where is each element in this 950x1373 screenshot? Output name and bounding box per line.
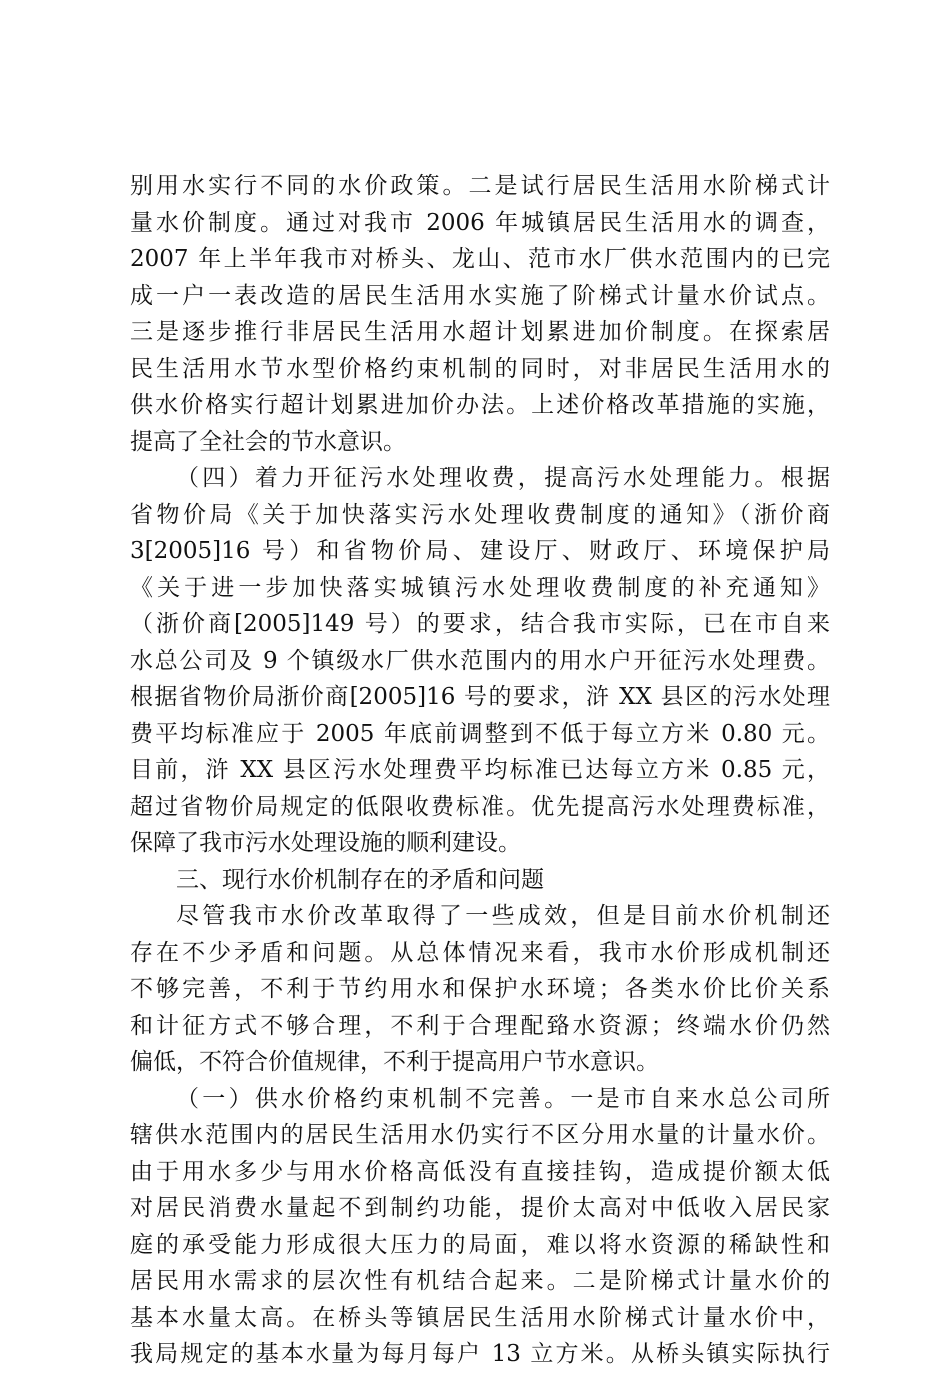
text-line: 和计征方式不够合理，不利于合理配臵水资源；终端水价仍然 <box>130 1012 830 1039</box>
text-line: 提高了全社会的节水意识。 <box>130 428 406 455</box>
text-line: 偏低，不符合价值规律，不利于提高用户节水意识。 <box>130 1049 659 1075</box>
text-line: 我局规定的基本水量为每月每户 13 立方米。从桥头镇实际执行 <box>130 1341 830 1367</box>
text-line: 不够完善，不利于节约用水和保护水环境；各类水价比价关系 <box>130 976 830 1002</box>
text-line: 超过省物价局规定的低限收费标准。优先提高污水处理费标准， <box>130 793 830 820</box>
text-line: 三、现行水价机制存在的矛盾和问题 <box>176 866 544 893</box>
text-line: 供水价格实行超计划累进加价办法。上述价格改革措施的实施， <box>130 392 830 418</box>
text-line: （一）供水价格约束机制不完善。一是市自来水总公司所 <box>176 1085 830 1112</box>
text-line: 存在不少矛盾和问题。从总体情况来看，我市水价形成机制还 <box>130 939 830 966</box>
text-line: 对居民消费水量起不到制约功能，提价太高对中低收入居民家 <box>130 1195 830 1221</box>
text-line: 别用水实行不同的水价政策。二是试行居民生活用水阶梯式计 <box>130 173 830 199</box>
text-line: （浙价商[2005]149 号）的要求，结合我市实际，已在市自来 <box>130 611 830 637</box>
text-line: 《关于进一步加快落实城镇污水处理收费制度的补充通知》 <box>130 574 830 601</box>
text-line: 保障了我市污水处理设施的顺利建设。 <box>130 830 521 856</box>
document-body <box>130 168 830 1373</box>
text-line: 民生活用水节水型价格约束机制的同时，对非居民生活用水的 <box>130 355 830 382</box>
text-line: 基本水量太高。在桥头等镇居民生活用水阶梯式计量水价中， <box>130 1304 830 1331</box>
text-line: 3[2005]16 号）和省物价局、建设厅、财政厅、环境保护局 <box>130 538 830 564</box>
text-line: 目前，浒 XX 县区污水处理费平均标准已达每立方米 0.85 元， <box>130 757 831 783</box>
text-line: 辖供水范围内的居民生活用水仍实行不区分用水量的计量水价。 <box>130 1122 830 1148</box>
text-line: 2007 年上半年我市对桥头、龙山、范市水厂供水范围内的已完 <box>130 246 830 272</box>
text-line: 庭的承受能力形成很大压力的局面，难以将水资源的稀缺性和 <box>130 1231 830 1258</box>
text-line: （四）着力开征污水处理收费，提高污水处理能力。根据 <box>176 465 830 491</box>
text-line: 三是逐步推行非居民生活用水超计划累进加价制度。在探索居 <box>130 319 830 345</box>
text-line: 量水价制度。通过对我市 2006 年城镇居民生活用水的调查， <box>130 209 830 236</box>
text-line: 尽管我市水价改革取得了一些成效，但是目前水价机制还 <box>176 903 830 929</box>
text-line: 居民用水需求的层次性有机结合起来。二是阶梯式计量水价的 <box>130 1268 830 1294</box>
text-line: 省物价局《关于加快落实污水处理收费制度的通知》（浙价商 <box>130 501 830 528</box>
text-line: 水总公司及 9 个镇级水厂供水范围内的用水户开征污水处理费。 <box>130 647 830 674</box>
text-line: 费平均标准应于 2005 年底前调整到不低于每立方米 0.80 元。 <box>130 720 830 747</box>
text-line: 成一户一表改造的居民生活用水实施了阶梯式计量水价试点。 <box>130 282 830 309</box>
text-line: 由于用水多少与用水价格高低没有直接挂钩，造成提价额太低 <box>130 1158 830 1185</box>
text-line: 根据省物价局浙价商[2005]16 号的要求，浒 XX 县区的污水处理 <box>130 684 830 710</box>
